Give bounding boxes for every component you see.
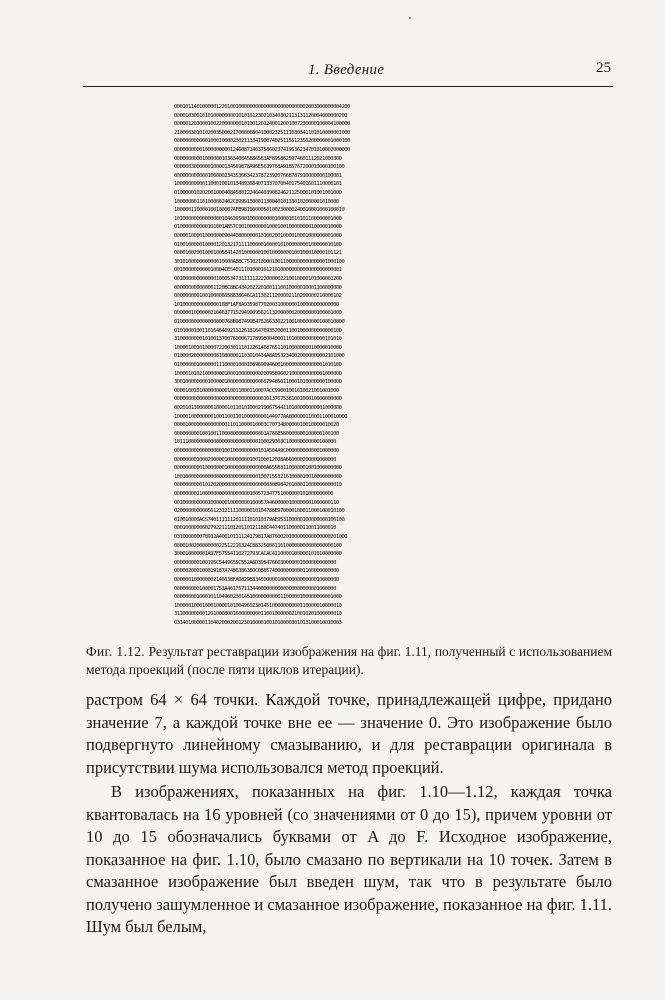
grid-row: 100001000000001001100110100000000144977AA800000110001100010000 (174, 413, 348, 420)
paragraph: В изображениях, показанных на фиг. 1.10—1.12, каждая точка квантовалась на 16 уровней (со значениями от 0 до 15), причем уровни от 10 до 15 обозначались буквами от A до F. Исходное изображение, показанное на фиг. 1.10, было смазано по вертикали на 10 точек. Затем в смазанное изображение был введен шум, так что в результате было получено зашумленное и смазанное изображение, показанное на фиг. 1.11. Шум был белым, (86, 782, 612, 936)
paragraph: растром 64 × 64 точки. Каждой точке, принадлежащей цифре, придано значение 7, а каждой точке вне ее — значение 0. Это изображение было подвергнуто линейному смазыванию, и для реставрации оригинала в присутствии шума использовался метод проекций. (86, 690, 612, 777)
page-number: 25 (596, 60, 611, 76)
grid-row: 000000000010000001036340845886583AF8958625974601112021000300 (174, 155, 342, 162)
grid-row: 100000100010001000010100496023014510000000000110000010000010 (174, 602, 342, 609)
grid-row: 300010000001A97F57554110272793CACAC4110000100000101010000000 (174, 551, 342, 558)
grid-row: 000100000060279221110120110121188C447401100000110011000010 (174, 525, 336, 532)
grid-row: 000000001100000000000000000100572347751000000101000000000 (174, 491, 334, 497)
grid-row: 001000000000010004CE5401110100010121010000000000000000000001 (174, 267, 342, 274)
grid-row: 031401000001104020002001230100001001010000301013100010010003 (174, 620, 342, 626)
grid-row: 000000001000200000100000000100100012038A660000200000000000 (174, 456, 336, 463)
grid-row: 000010010100000000010011000110007ACC99001001010021001001000 (174, 387, 339, 394)
grid-row: 000000001000101104960230145100000000001100000100000000001000 (174, 594, 342, 601)
grid-row: 000101140100000122010010000000000000000000000002003000000004200 (174, 104, 350, 110)
grid-row: 000000000010000000100000000000000A655B3110000001001000000000 (174, 465, 342, 472)
grid-row: 000000000100100110000000000000001A766E580000000100000100100 (174, 430, 339, 437)
grid-row: 000000000100100006058838646CA1130211200002110200000210000102 (174, 293, 342, 300)
grid-row: 000000100000002146638FA0829B3345000001000000000000010000000 (174, 577, 339, 583)
grid-row: 000000000010000000001246087140375860237419536234701010002000000 (174, 147, 350, 153)
grid-row: 000000000000000001001000000000101A504A9C0000000000001000000 (174, 448, 339, 454)
grid-row: 000000100000021046377152949909562113200000020000000100001000 (174, 310, 342, 317)
grid-row: 010010000010000120132171111000001000010100000000100000010100 (174, 241, 342, 248)
grid-row: 301010000000000010000ABBC751021000010011000000000000001000100 (174, 258, 345, 265)
figure-caption (86, 643, 612, 679)
caption-text: Результат реставрации изображения на фиг. 1.11, полученный с использованием метода проекций (после пяти циклов итерации). (86, 644, 613, 677)
grid-row: 101000000000000001046395001000000000100001010101100000001000 (174, 215, 342, 222)
grid-row: 000000000000100000234353663423787239207668787910000000100001 (174, 172, 342, 179)
grid-row: 210000301010200350002170000080410002325111030341101010000001000 (174, 129, 350, 136)
grid-row: 010000000000000000768B987499E47626633022100100000000100010000 (174, 319, 345, 325)
grid-row: 100001001010000722003011101226146876511010000000010000010000 (174, 344, 342, 351)
caption-label: Фиг. 1.12. (86, 644, 145, 659)
grid-row: 002010130000001000010110101000210067544110100000000001000000 (174, 405, 342, 411)
grid-row: 00001030010101000000001010101230210340302113131120004000000200 (174, 112, 348, 119)
grid-row: 010010000ACS74011111120111101010379AE953100000100000000100100 (174, 516, 345, 523)
grid-row: 101110000000000000000000000000100029303C100000000000100000 (174, 439, 336, 446)
grid-row: 300100000000100000100000000000066794850110001010000000100000 (174, 379, 342, 386)
grid-row: 000000000010120200000000000000000830898420100011000000000010 (174, 482, 342, 489)
grid-row: 311000000001201000800160000000011001000000210010201000000010 (174, 611, 342, 618)
body-text (86, 689, 612, 939)
grid-row: 100000110000100100007AFB9810000050100230000240010001000100010 (174, 207, 345, 214)
grid-row: 000000300000010000134569878A96E5639768A9185767200010000100100 (174, 164, 345, 171)
grid-row: 100000001101000002402C8999130001130040101330102000001010000 (174, 198, 339, 205)
grid-row: 010100010011016464692131261816476935200011001000000000000100 (174, 327, 342, 334)
grid-row: 000002000100019187A7486386380C08857400000000001100000000000 (174, 568, 339, 575)
grid-row: 000010020010001005841420100000010010000000100100010000101121 (174, 250, 342, 257)
grid-row: 010000200000000810800001103010434A8A9532340020000000002101000 (174, 353, 345, 360)
grid-row: 000000000000100010000230211334190074025115512356200000001000100 (174, 138, 350, 145)
grid-row: 010000010202001000408458812246440390824621125000101001001000 (174, 190, 342, 196)
grid-row: 020000000000561231211110000010104788E970000100011000100010100 (174, 508, 345, 515)
grid-row: 001000000000100000010000000100057A4600000100000001000000110 (174, 499, 339, 506)
grid-row: 310000000010100137007600067178998004000110100000000000101010 (174, 336, 342, 343)
page-header (83, 58, 613, 87)
grid-row: 010000001000000111000010001089696946001000000000000001010100 (174, 362, 342, 368)
grid-row: 100000000001100010010134893684071337070040175401601110000101 (174, 181, 342, 188)
grid-row: 000010000000000000011011000010003C7073480000010010000010020 (174, 422, 339, 429)
grid-row: 031000000078932A40010111124179817A8760020100000000000000201000 (174, 534, 348, 540)
grid-row: 001000000000000100053473111112222000002210010000101000001200 (174, 276, 342, 282)
grid-row: 000000000000001120BC8BC4342022201001110010000010001100000000 (174, 284, 342, 291)
grid-row: 000001203000100220000000101001201240012001007230000100004100000 (174, 121, 350, 128)
running-title: 1. Введение (308, 62, 385, 78)
grid-row: 100001010210000000100010000000020095896021000000000001000000 (174, 370, 342, 377)
grid-row: 000000000000000000000000000000001013767538100100010000000000 (174, 396, 342, 403)
figure-digit-grid (160, 100, 530, 636)
grid-row: 000000000100001753A461757113440000000000000000000001000000 (174, 585, 336, 592)
paper-speck (409, 17, 411, 19)
grid-row: 010000000000101001AB57C0010000000100010010000000010000010000 (174, 224, 342, 231)
grid-row: 100100000000000000000000000000100715532161000010010000000000 (174, 473, 342, 480)
grid-row: 000000000100195C5449655C552A6D3954766030000001000000000000 (174, 559, 336, 566)
grid-row: 000010020000000022512216324C88325000110100000000000000000100 (174, 542, 342, 549)
grid-row: 101000000000000016BF1AF8A9359877020031000000100000000000000 (174, 301, 339, 308)
grid-row: 000001000010000000904408000000101002001000010001000000001000 (174, 233, 342, 239)
